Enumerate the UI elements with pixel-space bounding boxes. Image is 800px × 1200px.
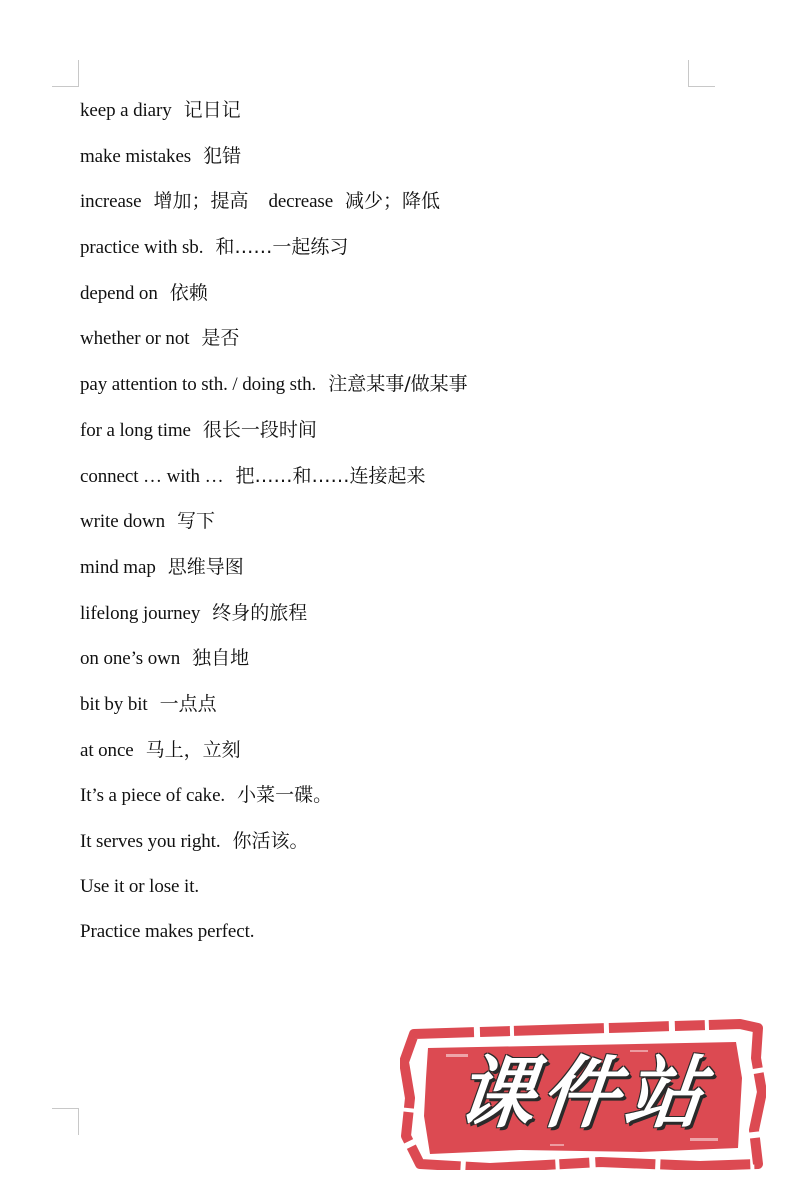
phrase-line — [80, 642, 720, 688]
phrase-chinese: 马上，立刻 — [145, 738, 241, 761]
phrase-chinese: 思维导图 — [167, 555, 244, 578]
phrase-line — [80, 734, 720, 780]
margin-corner-top-right — [688, 60, 715, 87]
phrase-english: Use it or lose it. — [80, 875, 200, 897]
phrase-english: Practice makes perfect. — [80, 921, 255, 943]
phrase-list — [80, 94, 720, 962]
phrase-line — [80, 277, 720, 323]
phrase-english-second: decrease — [268, 191, 334, 213]
phrase-english: make mistakes — [80, 145, 192, 167]
phrase-chinese: 增加；提高 — [153, 190, 249, 213]
phrase-line — [80, 414, 720, 460]
phrase-line — [80, 94, 720, 140]
phrase-chinese: 你活该。 — [232, 830, 309, 852]
phrase-chinese: 写下 — [177, 510, 216, 533]
phrase-line — [80, 368, 720, 414]
phrase-english: connect … with … — [80, 465, 224, 487]
phrase-english: write down — [80, 511, 166, 533]
phrase-line — [80, 140, 720, 186]
phrase-chinese: 一点点 — [159, 692, 217, 715]
phrase-chinese: 把……和……连接起来 — [235, 464, 426, 487]
phrase-chinese: 犯错 — [203, 144, 242, 167]
phrase-english: depend on — [80, 282, 158, 304]
phrase-chinese: 小菜一碟。 — [237, 784, 333, 807]
watermark-stamp — [400, 1018, 766, 1170]
phrase-chinese: 注意某事/做某事 — [328, 373, 468, 396]
phrase-line — [80, 825, 720, 871]
margin-corner-bottom-left — [52, 1108, 79, 1135]
phrase-english: for a long time — [80, 419, 191, 441]
phrase-english: at once — [80, 739, 134, 761]
phrase-english: practice with sb. — [80, 237, 204, 259]
phrase-chinese: 是否 — [201, 327, 240, 350]
phrase-chinese-second: 减少；降低 — [345, 190, 441, 213]
phrase-line — [80, 505, 720, 551]
phrase-english: keep a diary — [80, 100, 172, 121]
phrase-english: lifelong journey — [80, 602, 201, 624]
phrase-chinese: 终身的旅程 — [212, 601, 308, 624]
phrase-english: increase — [80, 191, 142, 213]
watermark-text: 课件站 — [452, 1049, 714, 1139]
phrase-english: pay attention to sth. / doing sth. — [80, 374, 317, 396]
phrase-line — [80, 551, 720, 597]
phrase-line — [80, 231, 720, 277]
phrase-chinese: 记日记 — [183, 99, 241, 121]
phrase-english: bit by bit — [80, 693, 148, 715]
margin-corner-top-left — [52, 60, 79, 87]
phrase-line — [80, 916, 720, 962]
phrase-line — [80, 460, 720, 506]
phrase-chinese: 依赖 — [169, 281, 208, 304]
phrase-chinese: 很长一段时间 — [202, 418, 317, 441]
phrase-english: mind map — [80, 556, 156, 578]
phrase-line — [80, 597, 720, 643]
phrase-line — [80, 871, 720, 917]
phrase-english: It serves you right. — [80, 831, 221, 852]
phrase-line — [80, 322, 720, 368]
phrase-chinese: 独自地 — [192, 647, 250, 670]
phrase-english: It’s a piece of cake. — [80, 785, 226, 807]
phrase-line — [80, 185, 720, 231]
phrase-line — [80, 688, 720, 734]
phrase-english: on one’s own — [80, 648, 181, 670]
phrase-english: whether or not — [80, 328, 190, 350]
phrase-chinese: 和……一起练习 — [215, 236, 349, 259]
phrase-line — [80, 779, 720, 825]
